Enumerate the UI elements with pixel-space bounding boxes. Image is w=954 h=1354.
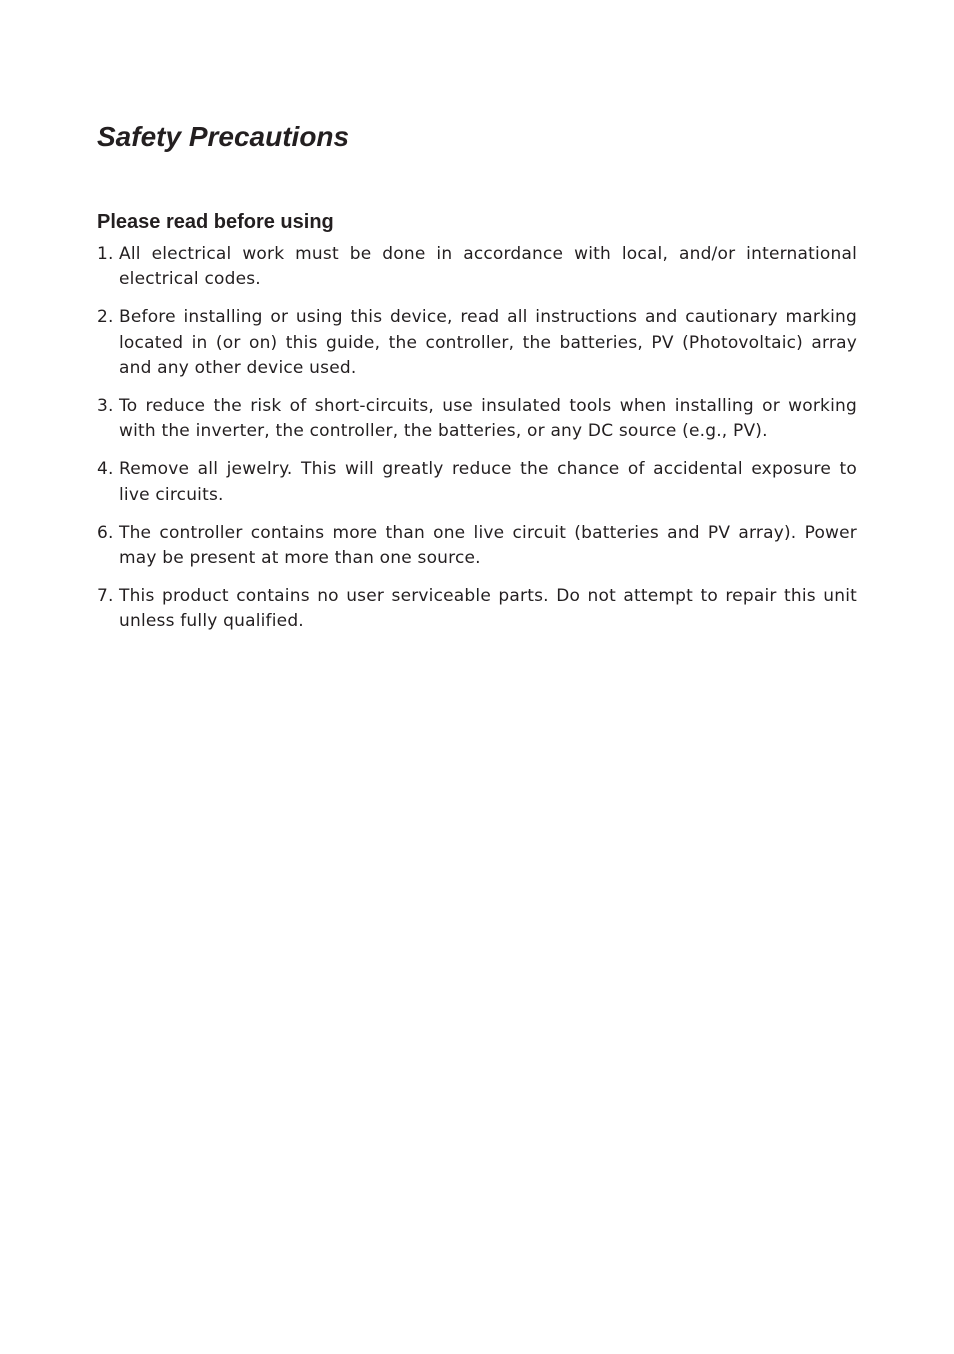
list-item-number: 2. xyxy=(97,307,114,328)
list-item-number: 7. xyxy=(97,586,114,607)
list-item xyxy=(97,457,857,507)
list-item-number: 3. xyxy=(97,396,114,417)
list-item-text: All electrical work must be done in accordance with local, and/or international electrical codes. xyxy=(119,244,857,290)
list-item-text: This product contains no user serviceable parts. Do not attempt to repair this unit unless fully qualified. xyxy=(119,586,857,632)
list-item-text: Remove all jewelry. This will greatly reduce the chance of accidental exposure to live circuits. xyxy=(119,459,857,505)
list-item xyxy=(97,305,857,381)
list-item-text: To reduce the risk of short-circuits, use insulated tools when installing or working with the inverter, the controller, the batteries, or any DC source (e.g., PV). xyxy=(119,396,857,442)
section-heading: Please read before using xyxy=(97,211,334,233)
list-item-text: The controller contains more than one live circuit (batteries and PV array). Power may be present at more than one source. xyxy=(119,522,857,569)
list-item xyxy=(97,394,857,444)
list-item-text: Before installing or using this device, read all instructions and cautionary marking located in (or on) this guide, the controller, the batteries, PV (Photovoltaic) array and any other device used. xyxy=(119,307,857,378)
list-item-number: 6. xyxy=(97,522,114,543)
page-title: Safety Precautions xyxy=(97,121,350,152)
list-item-number: 4. xyxy=(97,459,114,480)
list-item-number: 1. xyxy=(97,244,114,264)
list-item xyxy=(97,242,857,292)
list-item xyxy=(97,521,857,571)
list-item xyxy=(97,584,857,634)
safety-precautions-list xyxy=(97,242,857,648)
